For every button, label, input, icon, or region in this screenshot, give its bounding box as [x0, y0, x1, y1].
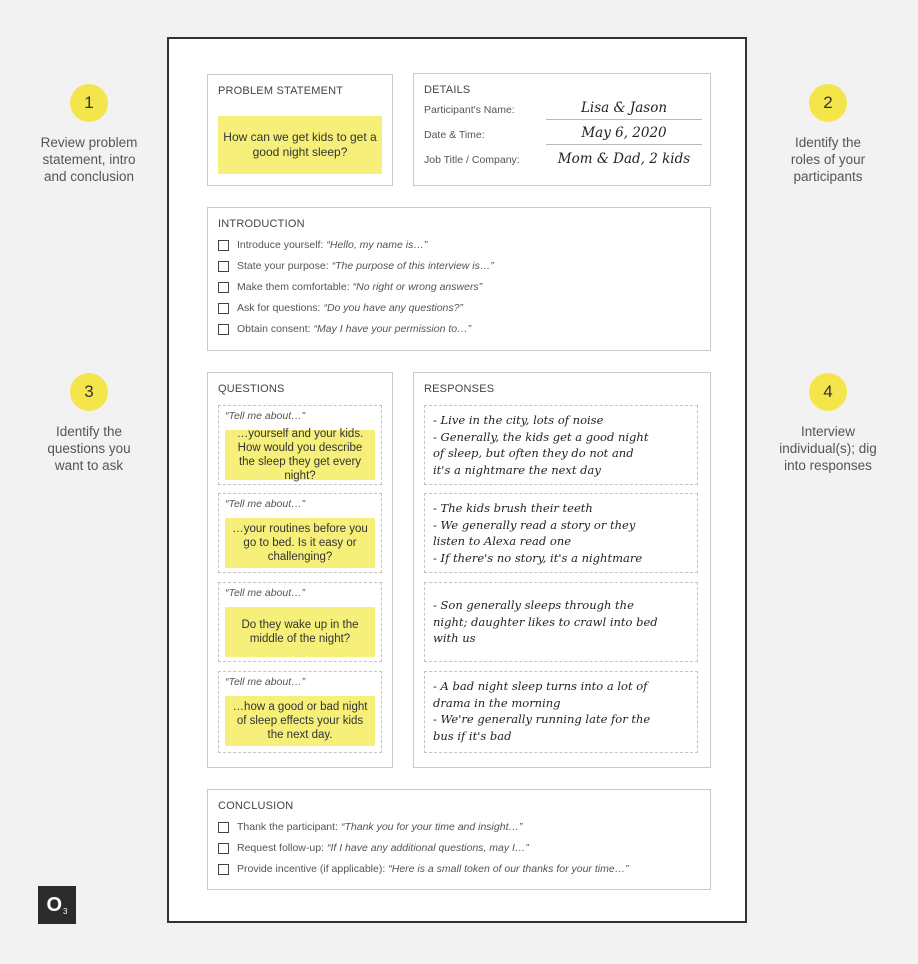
response-note: - Son generally sleeps through the night; daughter likes to crawl into bed with us	[424, 582, 698, 662]
logo-letter: O	[46, 893, 63, 916]
field-label: Participant's Name:	[424, 104, 515, 116]
step-number-badge: 1	[70, 84, 108, 122]
problem-sticky-note: How can we get kids to get a good night sleep?	[218, 116, 382, 174]
step-description: Review problem statement, intro and conclusion	[40, 135, 138, 184]
intro-check-item[interactable]: Obtain consent: “May I have your permission to…”	[218, 321, 471, 337]
checkbox[interactable]	[218, 303, 229, 314]
date-time-value: May 6, 2020	[546, 122, 702, 145]
step-number-badge: 2	[809, 84, 847, 122]
checkbox[interactable]	[218, 282, 229, 293]
step-description: Identify the roles of your participants	[790, 135, 866, 184]
step-description: Interview individual(s); dig into responses	[779, 424, 877, 473]
question-prompt: “Tell me about…”	[225, 410, 306, 422]
section-title: INTRODUCTION	[218, 218, 305, 230]
step-1	[24, 84, 154, 185]
logo-subscript: 3	[63, 906, 68, 916]
step-number-badge: 3	[70, 373, 108, 411]
checkbox[interactable]	[218, 843, 229, 854]
interview-worksheet	[167, 37, 747, 923]
section-title: PROBLEM STATEMENT	[218, 85, 344, 97]
question-sticky-note: …how a good or bad night of sleep effects your kids the next day.	[225, 696, 375, 746]
introduction-section	[207, 207, 711, 351]
field-label: Date & Time:	[424, 129, 485, 141]
details-section	[413, 73, 711, 186]
question-sticky-note: …your routines before you go to bed. Is it easy or challenging?	[225, 518, 375, 568]
o3-logo	[38, 886, 76, 924]
field-label: Job Title / Company:	[424, 154, 520, 166]
section-title: RESPONSES	[424, 383, 495, 395]
responses-section	[413, 372, 711, 768]
question-sticky-note: …yourself and your kids. How would you describe the sleep they get every night?	[225, 430, 375, 480]
checkbox[interactable]	[218, 864, 229, 875]
conclusion-section	[207, 789, 711, 890]
question-prompt: “Tell me about…”	[225, 498, 306, 510]
checkbox[interactable]	[218, 324, 229, 335]
step-2	[763, 84, 893, 185]
question-card	[218, 582, 382, 662]
intro-check-item[interactable]: State your purpose: “The purpose of this interview is…”	[218, 258, 494, 274]
job-title-value: Mom & Dad, 2 kids	[557, 151, 691, 167]
section-title: CONCLUSION	[218, 800, 294, 812]
conclusion-check-item[interactable]: Provide incentive (if applicable): “Here is a small token of our thanks for your time…”	[218, 861, 629, 877]
question-card	[218, 405, 382, 485]
response-note: - Live in the city, lots of noise - Generally, the kids get a good night of sleep, but often they do not and it's a nightmare the next day	[424, 405, 698, 485]
step-description: Identify the questions you want to ask	[47, 424, 131, 473]
section-title: QUESTIONS	[218, 383, 285, 395]
checkbox[interactable]	[218, 240, 229, 251]
question-prompt: “Tell me about…”	[225, 587, 306, 599]
questions-section	[207, 372, 393, 768]
question-sticky-note: Do they wake up in the middle of the night?	[225, 607, 375, 657]
date-time-row	[424, 121, 702, 145]
step-4	[763, 373, 893, 474]
intro-check-item[interactable]: Make them comfortable: “No right or wrong answers”	[218, 279, 482, 295]
conclusion-check-item[interactable]: Thank the participant: “Thank you for your time and insight…”	[218, 819, 522, 835]
intro-check-item[interactable]: Ask for questions: “Do you have any questions?”	[218, 300, 463, 316]
question-card	[218, 671, 382, 753]
response-note: - The kids brush their teeth - We generally read a story or they listen to Alexa read one - If there's no story, it's a nightmare	[424, 493, 698, 573]
conclusion-check-item[interactable]: Request follow-up: “If I have any additional questions, may I…”	[218, 840, 529, 856]
section-title: DETAILS	[424, 84, 471, 96]
question-card	[218, 493, 382, 573]
job-title-row	[424, 146, 702, 170]
checkbox[interactable]	[218, 822, 229, 833]
response-note: - A bad night sleep turns into a lot of drama in the morning - We're generally running late for the bus if it's bad	[424, 671, 698, 753]
participant-name-value: Lisa & Jason	[546, 97, 702, 120]
question-prompt: “Tell me about…”	[225, 676, 306, 688]
participant-name-row	[424, 96, 702, 120]
step-number-badge: 4	[809, 373, 847, 411]
problem-statement-section	[207, 74, 393, 186]
checkbox[interactable]	[218, 261, 229, 272]
step-3	[24, 373, 154, 474]
intro-check-item[interactable]: Introduce yourself: “Hello, my name is…”	[218, 237, 427, 253]
